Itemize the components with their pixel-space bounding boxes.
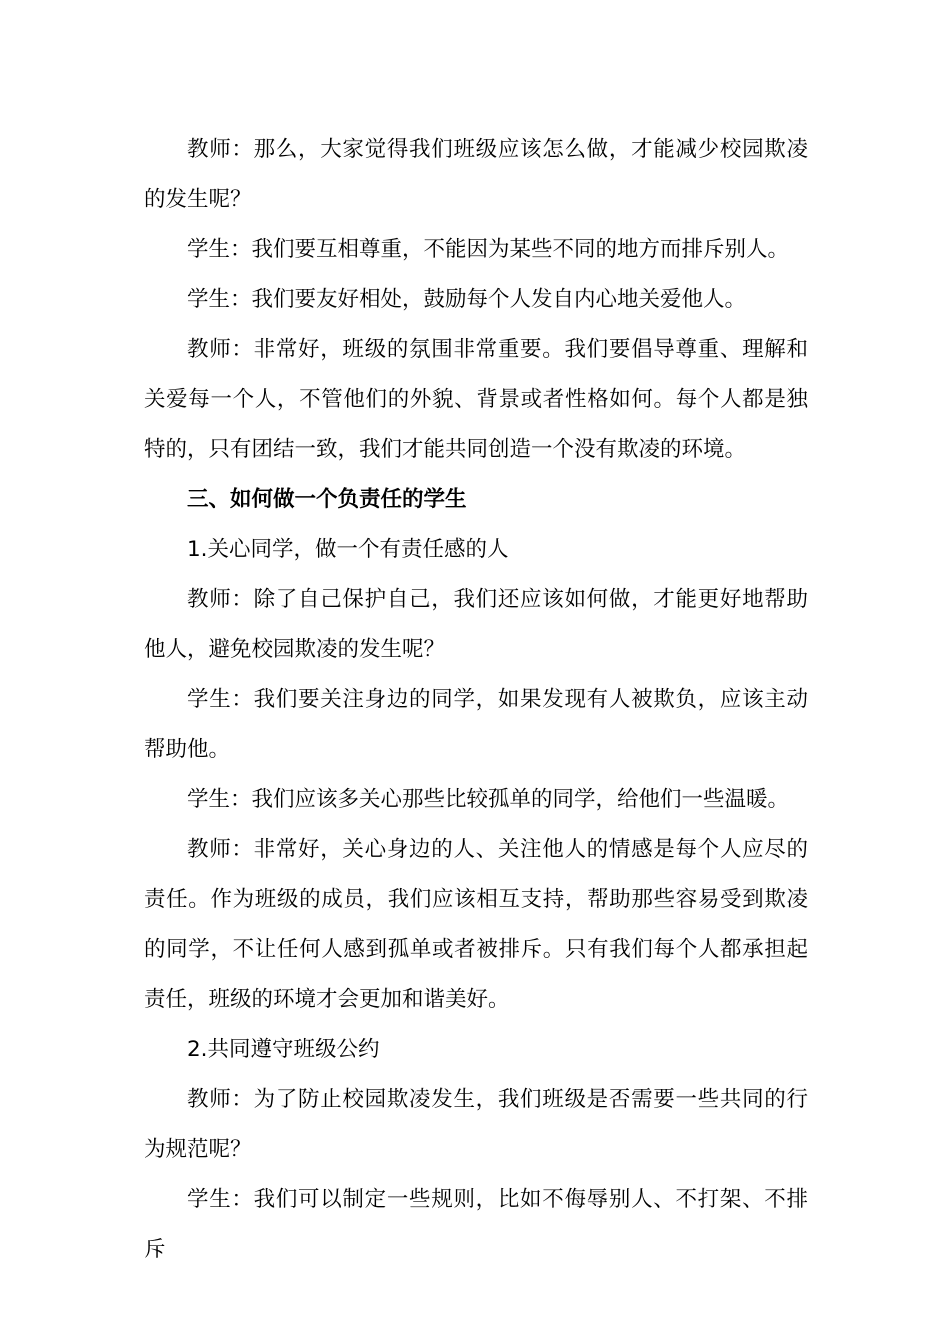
- subsection-heading: 2.共同遵守班级公约: [187, 1037, 380, 1062]
- dialogue-teacher-response: 教师：非常好，关心身边的人、关注他人的情感是每个人应尽的责任。作为班级的成员，我们应该相互支持，帮助那些容易受到欺凌的同学，不让任何人感到孤单或者被排斥。只有我们每个人都承担起责任，班级的环境才会更加和谐美好。: [144, 837, 808, 1012]
- dialogue-teacher-question: 教师：为了防止校园欺凌发生，我们班级是否需要一些共同的行为规范呢？: [144, 1087, 808, 1162]
- dialogue-student-answer: 学生：我们可以制定一些规则，比如不侮辱别人、不打架、不排斥: [144, 1187, 808, 1262]
- dialogue-teacher-question: 教师：除了自己保护自己，我们还应该如何做，才能更好地帮助他人，避免校园欺凌的发生呢？: [144, 587, 808, 662]
- document-page: [144, 125, 808, 1275]
- section-heading: 三、如何做一个负责任的学生: [187, 487, 467, 512]
- dialogue-student-answer: 学生：我们要友好相处，鼓励每个人发自内心地关爱他人。: [187, 287, 747, 312]
- dialogue-student-answer: 学生：我们应该多关心那些比较孤单的同学，给他们一些温暖。: [187, 787, 790, 812]
- dialogue-student-answer: 学生：我们要互相尊重，不能因为某些不同的地方而排斥别人。: [187, 237, 790, 262]
- dialogue-teacher-question: 教师：那么，大家觉得我们班级应该怎么做，才能减少校园欺凌的发生呢？: [144, 137, 808, 212]
- subsection-heading: 1.关心同学，做一个有责任感的人: [187, 537, 509, 562]
- dialogue-teacher-response: 教师：非常好，班级的氛围非常重要。我们要倡导尊重、理解和关爱每一个人，不管他们的外貌、背景或者性格如何。每个人都是独特的，只有团结一致，我们才能共同创造一个没有欺凌的环境。: [144, 337, 808, 462]
- dialogue-student-answer: 学生：我们要关注身边的同学，如果发现有人被欺负，应该主动帮助他。: [144, 687, 808, 762]
